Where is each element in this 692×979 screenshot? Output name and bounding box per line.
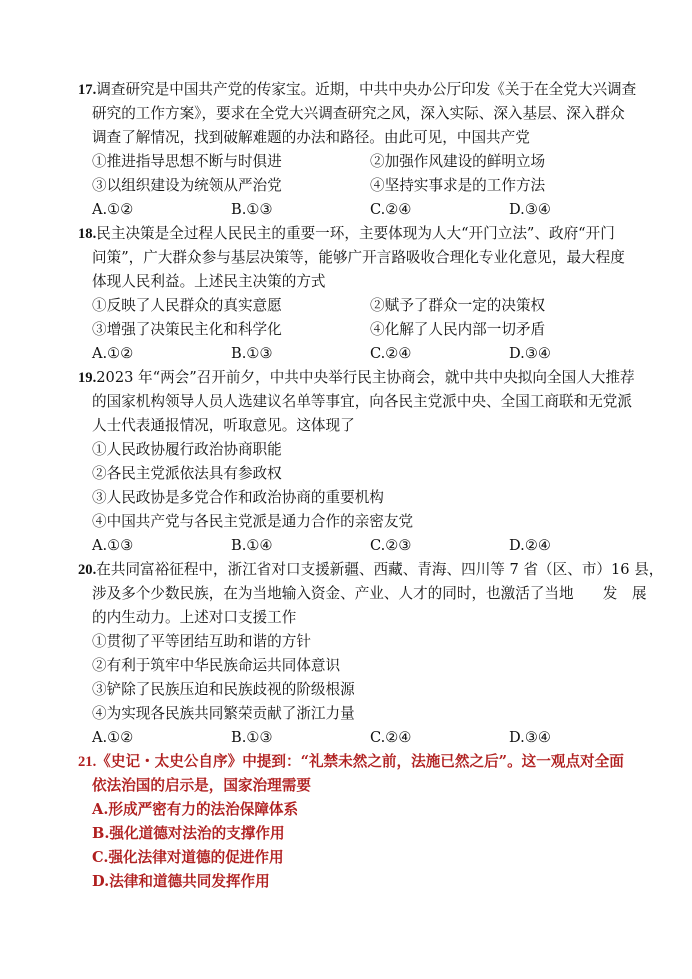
question-17-option-1: ①推进指导思想不断与时俱进 [92, 153, 282, 170]
question-21-line-2: 依法治国的启示是，国家治理需要 [92, 777, 311, 794]
question-20-choice-b: B.①③ [231, 729, 273, 746]
question-17-option-2: ②加强作风建设的鲜明立场 [370, 153, 546, 170]
question-19-choice-c: C.②③ [370, 537, 412, 554]
question-21-option-b: B.强化道德对法治的支撑作用 [92, 825, 285, 842]
question-21-number: 21. [78, 754, 97, 770]
question-19-option-1: ①人民政协履行政治协商职能 [92, 441, 282, 458]
question-20-option-4: ④为实现各民族共同繁荣贡献了浙江力量 [92, 705, 355, 722]
question-19-choice-b: B.①④ [231, 537, 273, 554]
question-18-option-3: ③增强了决策民主化和科学化 [92, 321, 282, 338]
question-17-line-2: 研究的工作方案》，要求在全党大兴调查研究之风，深入实际、深入基层、深入群众 [92, 105, 625, 122]
question-17-choice-a: A.①② [92, 201, 134, 218]
question-17-choice-d: D.③④ [509, 201, 551, 218]
question-19-choice-d: D.②④ [509, 537, 551, 554]
question-18-choice-a: A.①② [92, 345, 134, 362]
question-17-choice-c: C.②④ [370, 201, 412, 218]
question-19-line-1: 19.2023 年“两会”召开前夕，中共中央举行民主协商会，就中共中央拟向全国人大推荐 [78, 369, 635, 386]
question-18-choice-c: C.②④ [370, 345, 412, 362]
question-18-choice-d: D.③④ [509, 345, 551, 362]
question-20-choice-d: D.③④ [509, 729, 551, 746]
question-17-choice-b: B.①③ [231, 201, 273, 218]
question-20-option-1: ①贯彻了平等团结互助和谐的方针 [92, 633, 311, 650]
question-17-line-3: 调查了解情况，找到破解难题的办法和路径。由此可见，中国共产党 [92, 129, 530, 146]
question-19-number: 19. [78, 370, 97, 386]
question-19-option-2: ②各民主党派依法具有参政权 [92, 465, 282, 482]
question-19-option-4: ④中国共产党与各民主党派是通力合作的亲密友党 [92, 513, 414, 530]
question-20-option-2: ②有利于筑牢中华民族命运共同体意识 [92, 657, 341, 674]
question-21-line-1: 21.《史记・太史公自序》中提到：“礼禁未然之前，法施已然之后”。这一观点对全面 [78, 753, 624, 770]
question-20-line-1: 20.在共同富裕征程中，浙江省对口支援新疆、西藏、青海、四川等 7 省（区、市）16 县， [78, 561, 664, 578]
question-20-line-3: 的内生动力。上述对口支援工作 [92, 609, 297, 626]
question-21-option-a: A.形成严密有力的法治保障体系 [92, 801, 299, 818]
question-17-line-1: 17.调查研究是中国共产党的传家宝。近期，中共中央办公厅印发《关于在全党大兴调查 [78, 81, 637, 98]
question-19-line-2: 的国家机构领导人员人选建议名单等事宜，向各民主党派中央、全国工商联和无党派 [92, 393, 632, 410]
question-21-option-c: C.强化法律对道德的促进作用 [92, 849, 284, 866]
question-18-line-3: 体现人民利益。上述民主决策的方式 [92, 273, 326, 290]
question-17-option-3: ③以组织建设为统领从严治党 [92, 177, 282, 194]
question-21-option-d: D.法律和道德共同发挥作用 [92, 873, 270, 890]
question-18-number: 18. [78, 226, 97, 242]
question-20-choice-a: A.①② [92, 729, 134, 746]
question-19-choice-a: A.①③ [92, 537, 134, 554]
question-19-line-3: 人士代表通报情况，听取意见。这体现了 [92, 417, 355, 434]
question-18-line-1: 18.民主决策是全过程人民民主的重要一环，主要体现为人大“开门立法”、政府“开门 [78, 225, 615, 242]
question-18-option-1: ①反映了人民群众的真实意愿 [92, 297, 282, 314]
question-18-line-2: 问策”，广大群众参与基层决策等，能够广开言路吸收合理化专业化意见，最大程度 [92, 249, 625, 266]
question-17-number: 17. [78, 82, 97, 98]
question-18-option-4: ④化解了人民内部一切矛盾 [370, 321, 546, 338]
question-19-option-3: ③人民政协是多党合作和政治协商的重要机构 [92, 489, 384, 506]
question-18-choice-b: B.①③ [231, 345, 273, 362]
question-20-option-3: ③铲除了民族压迫和民族歧视的阶级根源 [92, 681, 355, 698]
question-20-line-2: 涉及多个少数民族，在为当地输入资金、产业、人才的同时，也激活了当地 发 展 [92, 585, 647, 602]
question-17-option-4: ④坚持实事求是的工作方法 [370, 177, 546, 194]
question-18-option-2: ②赋予了群众一定的决策权 [370, 297, 546, 314]
question-20-number: 20. [78, 562, 97, 578]
question-20-choice-c: C.②④ [370, 729, 412, 746]
